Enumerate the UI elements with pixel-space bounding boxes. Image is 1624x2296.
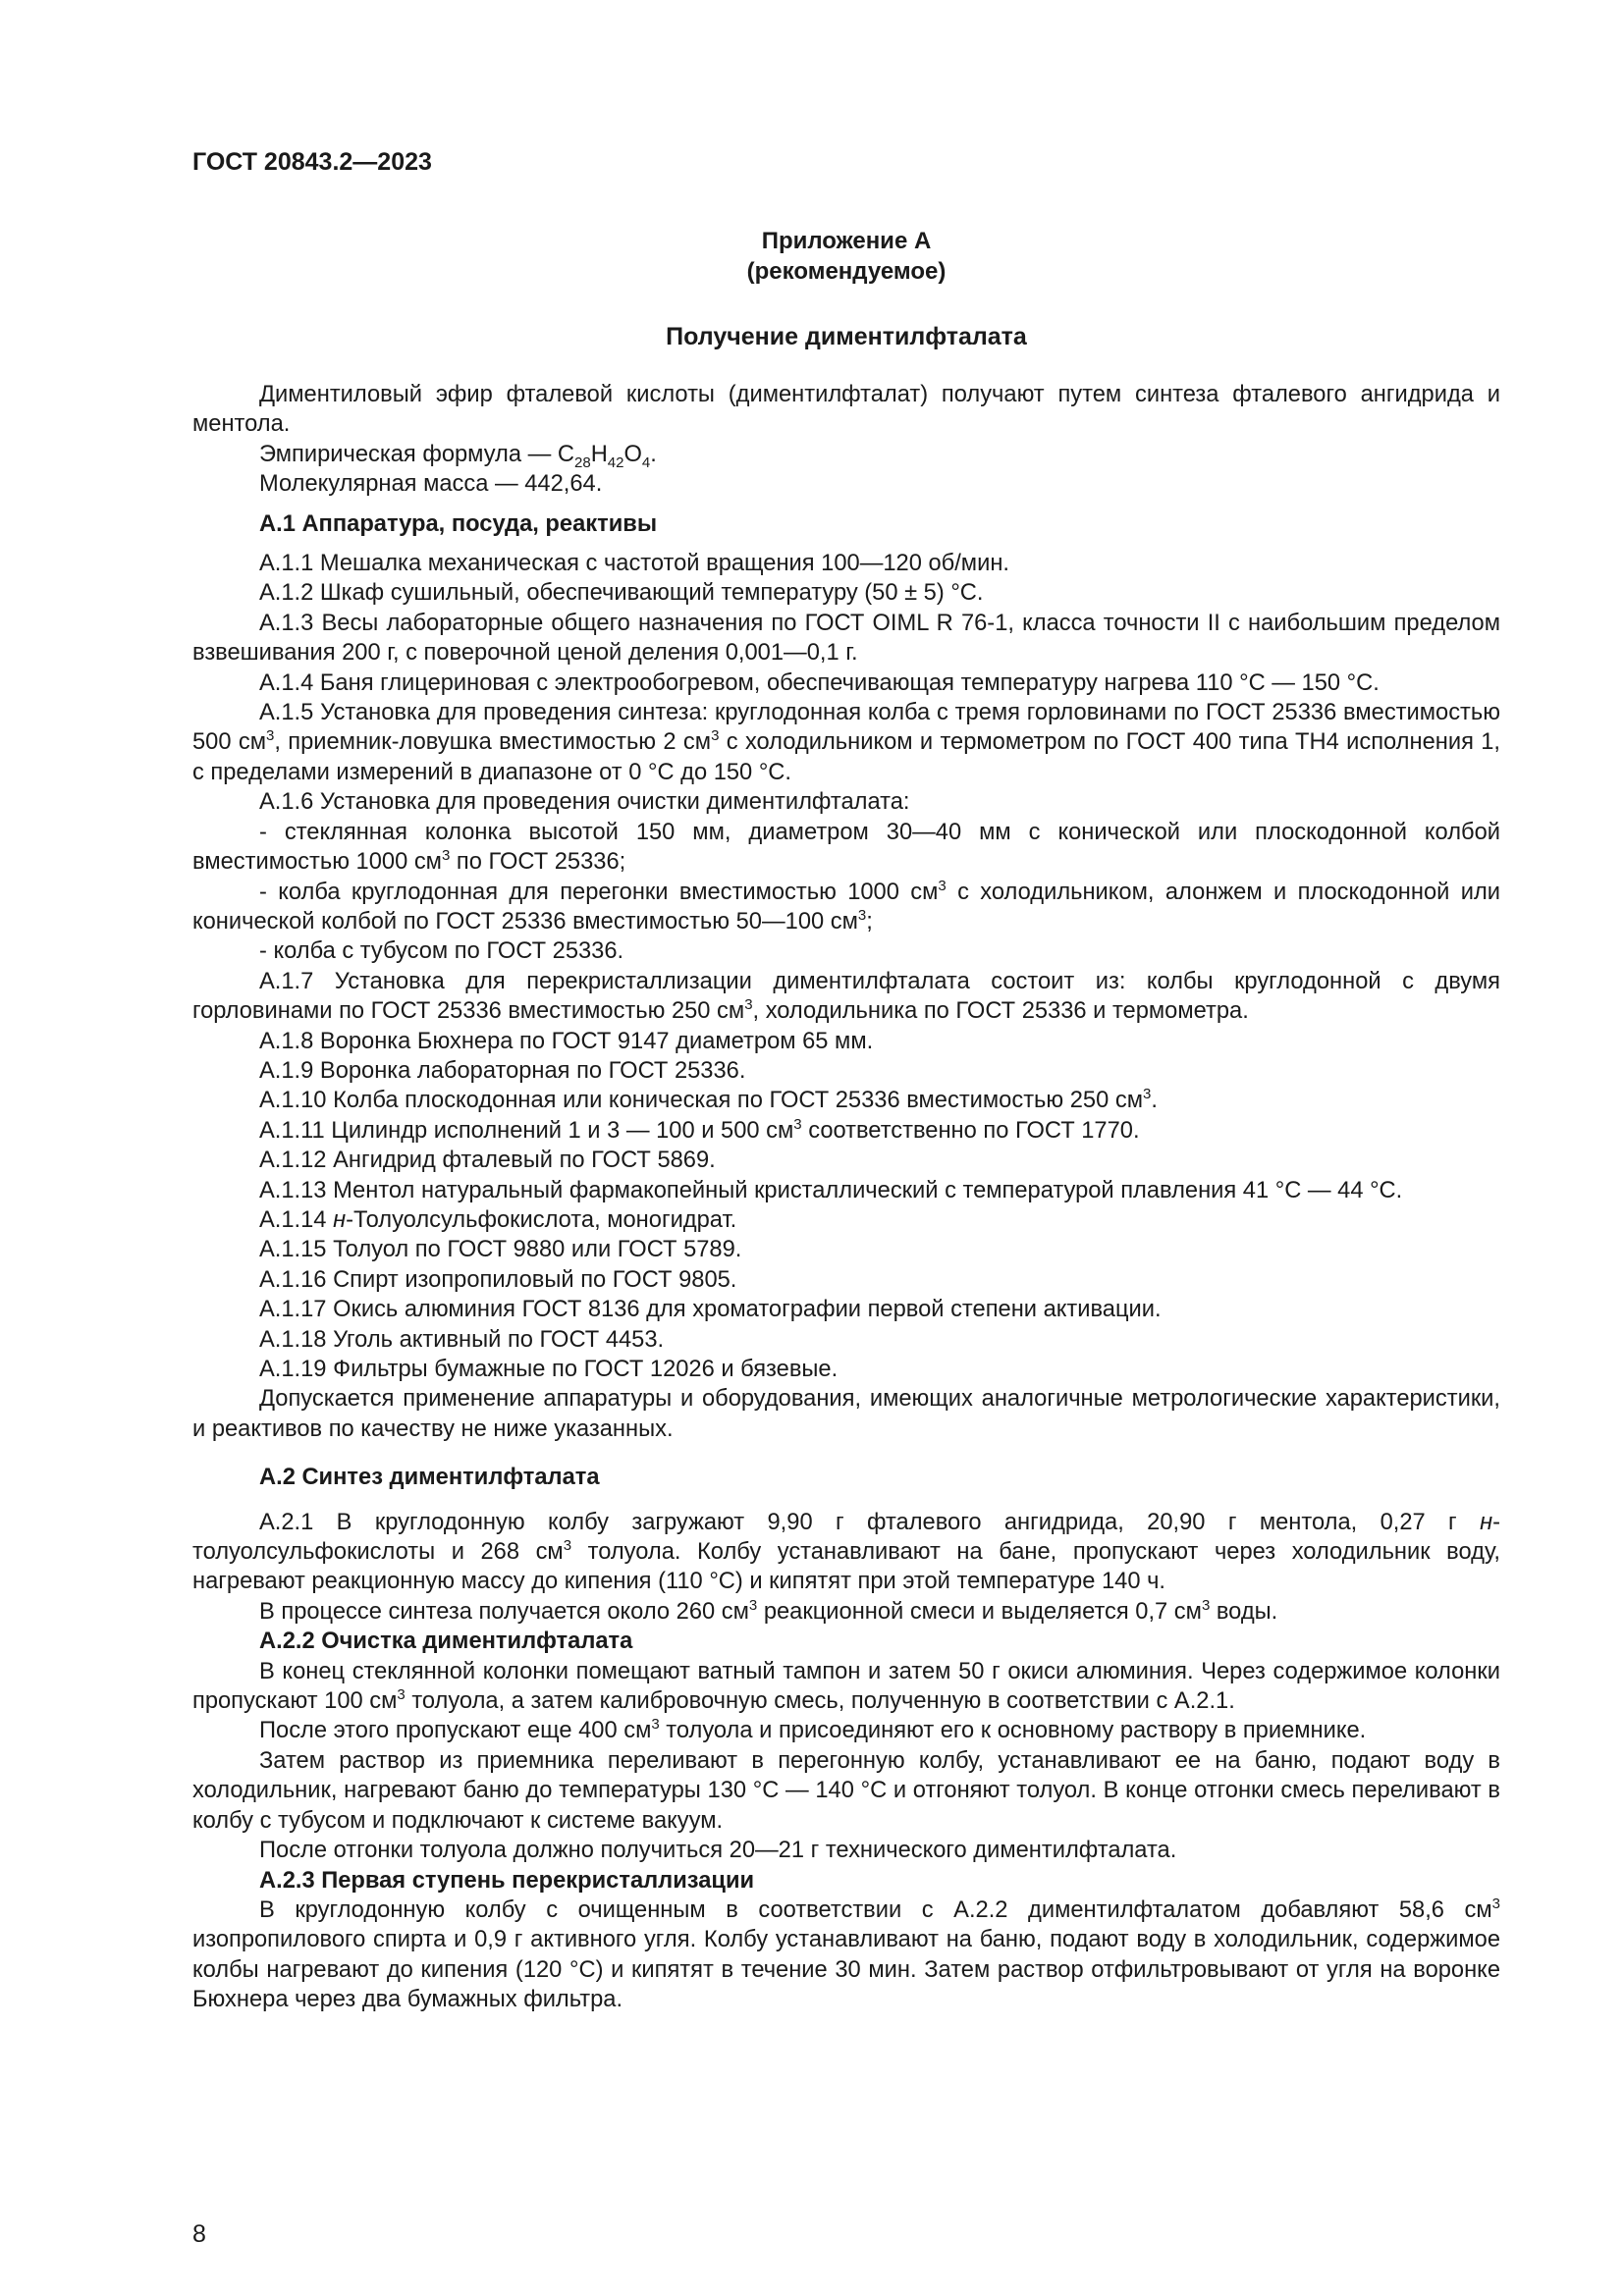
section-heading-a1: А.1 Аппаратура, посуда, реактивы — [259, 510, 658, 537]
list-subitem: - колба с тубусом по ГОСТ 25336. — [259, 938, 624, 965]
list-item: А.1.12 Ангидрид фталевый по ГОСТ 5869. — [259, 1148, 716, 1174]
list-item: А.1.3 Весы лабораторные общего назначения по ГОСТ OIML R 76-1, класса точности II с наибольшим пределом взвешивания 200 г, с поверочной ценой деления 0,001—0,1 г. — [192, 610, 1500, 667]
subsection-heading-a23: А.2.3 Первая ступень перекристаллизации — [259, 1867, 755, 1894]
page-number: 8 — [192, 2220, 206, 2248]
list-item: А.1.10 Колба плоскодонная или коническая по ГОСТ 25336 вместимостью 250 $см^3$. — [259, 1086, 1158, 1114]
list-item: А.1.5 Установка для проведения синтеза: круглодонная колба с тремя горловинами по ГОСТ 25336 вместимостью 500 $см^3$, приемник-ловушка вместимостью 2 $см^3$ с холодильником и термометром по ГОСТ 400 типа ТН4 исполнения 1, с пределами измерений в диапазоне от 0 °С до 150 °С. — [192, 700, 1500, 785]
list-item: А.1.16 Спирт изопропиловый по ГОСТ 9805. — [259, 1266, 737, 1293]
annex-label: Приложение А — [761, 228, 932, 254]
paragraph: После этого пропускают еще 400 $см^3$ толуола и присоединяют его к основному раствору в приемнике. — [259, 1716, 1367, 1744]
paragraph: После отгонки толуола должно получиться 20—21 г технического диментилфталата. — [259, 1838, 1177, 1864]
list-item: А.1.1 Мешалка механическая с частотой вращения 100—120 об/мин. — [259, 551, 1009, 577]
paragraph: А.2.1 В круглодонную колбу загружают 9,90 г фталевого ангидрида, 20,90 г ментола, 0,27 г н-толуолсульфокислоты и 268 $см^3$ толуола. Колбу устанавливают на бане, пропускают через холодильник воду, нагревают реакционную массу до кипения (110 °С) и кипятят при этой температуре 140 ч. — [192, 1509, 1500, 1595]
list-item: А.1.17 Окись алюминия ГОСТ 8136 для хроматографии первой степени активации. — [259, 1297, 1162, 1323]
list-item: А.1.8 Воронка Бюхнера по ГОСТ 9147 диаметром 65 мм. — [259, 1028, 874, 1054]
list-item: А.1.19 Фильтры бумажные по ГОСТ 12026 и бязевые. — [259, 1357, 839, 1382]
list-item: А.1.9 Воронка лабораторная по ГОСТ 25336. — [259, 1057, 746, 1084]
annex-title: Получение диментилфталата — [666, 323, 1027, 350]
list-subitem: - стеклянная колонка высотой 150 мм, диаметром 30—40 мм с конической или плоскодонной колбой вместимостью 1000 $см^3$ по ГОСТ 25336; — [192, 819, 1500, 876]
paragraph: Затем раствор из приемника переливают в перегонную колбу, устанавливают ее на баню, подают воду в холодильник, нагревают баню до температуры 130 °С — 140 °С и отгоняют толуол. В конце отгонки смесь переливают в колбу с тубусом и подключают к системе вакуум. — [192, 1747, 1500, 1834]
list-item: А.1.14 н-Толуолсульфокислота, моногидрат. — [259, 1206, 737, 1233]
list-item: А.1.13 Ментол натуральный фармакопейный кристаллический с температурой плавления 41 °С — 44 °С. — [259, 1177, 1403, 1203]
section-heading-a2: А.2 Синтез диментилфталата — [259, 1465, 600, 1491]
paragraph: В конец стеклянной колонки помещают ватный тампон и затем 50 г окиси алюминия. Через содержимое колонки пропускают 100 $см^3$ толуола, а затем калибровочную смесь, полученную в соответствии с А.2.1. — [192, 1658, 1500, 1715]
list-item: А.1.4 Баня глицериновая с электрообогревом, обеспечивающая температуру нагрева 110 °С — 150 °С. — [259, 669, 1380, 696]
list-item: А.1.15 Толуол по ГОСТ 9880 или ГОСТ 5789. — [259, 1237, 742, 1263]
list-item: А.1.6 Установка для проведения очистки диментилфталата: — [259, 789, 910, 816]
list-item: А.1.2 Шкаф сушильный, обеспечивающий температуру (50 ± 5) °С. — [259, 580, 984, 607]
annex-status: (рекомендуемое) — [746, 258, 947, 285]
paragraph: В процессе синтеза получается около 260 $см^3$ реакционной смеси и выделяется 0,7 $см^3$ воды. — [259, 1596, 1278, 1625]
list-item: А.1.7 Установка для перекристаллизации диментилфталата состоит из: колбы круглодонной с двумя горловинами по ГОСТ 25336 вместимостью 250 $см^3$, холодильника по ГОСТ 25336 и термометра. — [192, 968, 1500, 1025]
list-subitem: - колба круглодонная для перегонки вместимостью 1000 $см^3$ с холодильником, алонжем и плоскодонной или конической колбой по ГОСТ 25336 вместимостью 50—100 $см^3$; — [192, 877, 1500, 934]
document-body — [192, 380, 1500, 2015]
formula-line: Эмпирическая формула — $C_{28}H_{42}O_4$. — [259, 441, 657, 471]
intro-paragraph: Диментиловый эфир фталевой кислоты (диментилфталат) получают путем синтеза фталевого ангидрида и ментола. — [192, 382, 1500, 438]
document-header: ГОСТ 20843.2—2023 — [192, 148, 432, 176]
note-paragraph: Допускается применение аппаратуры и оборудования, имеющих аналогичные метрологические характеристики, и реактивов по качеству не ниже указанных. — [192, 1386, 1500, 1442]
list-item: А.1.11 Цилиндр исполнений 1 и 3 — 100 и 500 $см^3$ соответственно по ГОСТ 1770. — [259, 1115, 1140, 1144]
list-item: А.1.18 Уголь активный по ГОСТ 4453. — [259, 1326, 665, 1353]
molar-mass-line: Молекулярная масса — 442,64. — [259, 471, 603, 498]
subsection-heading-a22: А.2.2 Очистка диментилфталата — [259, 1629, 633, 1655]
paragraph: В круглодонную колбу с очищенным в соответствии с А.2.2 диментилфталатом добавляют 58,6 $см^3$ изопропилового спирта и 0,9 г активного угля. Колбу устанавливают на баню, подают воду в холодильник, содержимое колбы нагревают до кипения (120 °С) и кипятят в течение 30 мин. Затем раствор отфильтровывают от угля на воронке Бюхнера через два бумажных фильтра. — [192, 1895, 1500, 2013]
